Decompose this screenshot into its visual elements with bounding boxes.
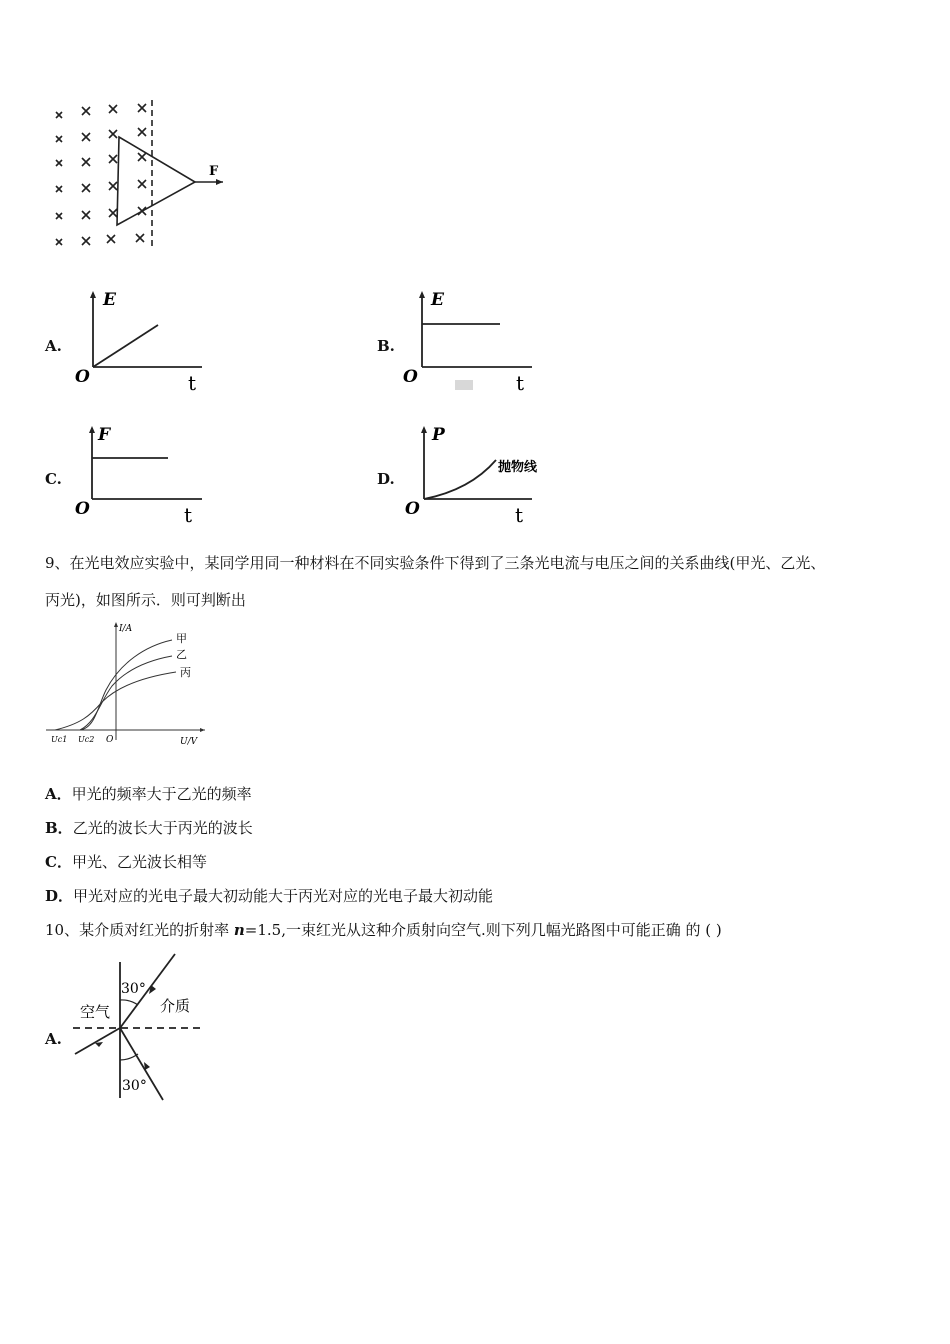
q9-stem-line2: 丙光)，如图所示．则可判断出: [45, 591, 246, 609]
curve-label-yi: 乙: [176, 648, 187, 661]
q9-option-d[interactable]: [45, 886, 493, 906]
q8-option-d-graph: [400, 420, 570, 530]
option-letter: A．: [45, 785, 72, 803]
force-label: F: [209, 164, 219, 179]
option-letter: B．: [45, 819, 73, 837]
axis-label-t: t: [184, 503, 193, 527]
curve-label-jia: 甲: [176, 632, 187, 645]
q8-option-d-label[interactable]: D.: [377, 470, 395, 488]
magnetic-field-figure: [45, 95, 245, 260]
axis-label-e: E: [103, 290, 116, 310]
q8-option-c-label[interactable]: C.: [45, 470, 62, 488]
q10-option-a-ray-diagram: [65, 950, 215, 1110]
medium-label: 介质: [160, 997, 191, 1015]
axis-label-p: P: [432, 425, 445, 445]
option-text: 甲光、乙光波长相等: [71, 853, 207, 871]
curve-label-bing: 丙: [180, 666, 191, 679]
q8-option-a-label[interactable]: A.: [45, 337, 62, 355]
q10-stem-prefix: 10、某介质对红光的折射率: [45, 921, 234, 939]
angle-label-top: 30°: [121, 981, 146, 997]
origin-label: O: [75, 367, 90, 387]
q10-option-a-label[interactable]: A.: [45, 1030, 62, 1048]
angle-label-bottom: 30°: [122, 1078, 147, 1094]
q9-stem-line1: 9、在光电效应实验中，某同学用同一种材料在不同实验条件下得到了三条光电流与电压之间的关系曲线(甲光、乙光、: [45, 554, 826, 572]
q9-option-b[interactable]: [45, 818, 253, 838]
photoelectric-curves-figure: [40, 618, 215, 748]
option-text: 甲光的频率大于乙光的频率: [71, 785, 252, 803]
option-text: 乙光的波长大于丙光的波长: [72, 819, 253, 837]
origin-label: O: [106, 735, 114, 745]
axis-label-t: t: [515, 503, 524, 527]
q10-stem: [45, 920, 722, 940]
axis-label-i: I/A: [119, 624, 133, 634]
origin-label: O: [405, 499, 420, 519]
uc2-label: Uc2: [78, 735, 95, 744]
axis-label-e: E: [431, 290, 444, 310]
uc1-label: Uc1: [51, 735, 68, 744]
triangle-loop: [117, 137, 195, 225]
axis-label-t: t: [516, 371, 525, 395]
option-text: 甲光对应的光电子最大初动能大于丙光对应的光电子最大初动能: [73, 887, 494, 905]
origin-label: O: [403, 367, 418, 387]
q10-stem-suffix: =1.5,一束红光从这种介质射向空气.则下列几幅光路图中可能正确 的 ( ): [244, 921, 722, 939]
air-label: 空气: [80, 1003, 111, 1021]
field-cross-marks: [56, 104, 146, 245]
option-letter: C．: [45, 853, 72, 871]
axis-label-u: U/V: [180, 737, 198, 747]
q9-option-a[interactable]: [45, 784, 252, 804]
parabola-label: 抛物线: [498, 460, 538, 475]
axis-label-t: t: [188, 371, 197, 395]
refractive-index-symbol: n: [233, 921, 245, 939]
q8-option-b-graph: [400, 285, 540, 400]
q8-option-c-graph: [70, 420, 210, 530]
q8-option-b-label[interactable]: B.: [377, 337, 395, 355]
option-letter: D．: [45, 887, 74, 905]
q8-option-a-graph: [70, 285, 210, 400]
axis-label-f: F: [98, 425, 111, 445]
origin-label: O: [75, 499, 90, 519]
q9-option-c[interactable]: [45, 852, 207, 872]
